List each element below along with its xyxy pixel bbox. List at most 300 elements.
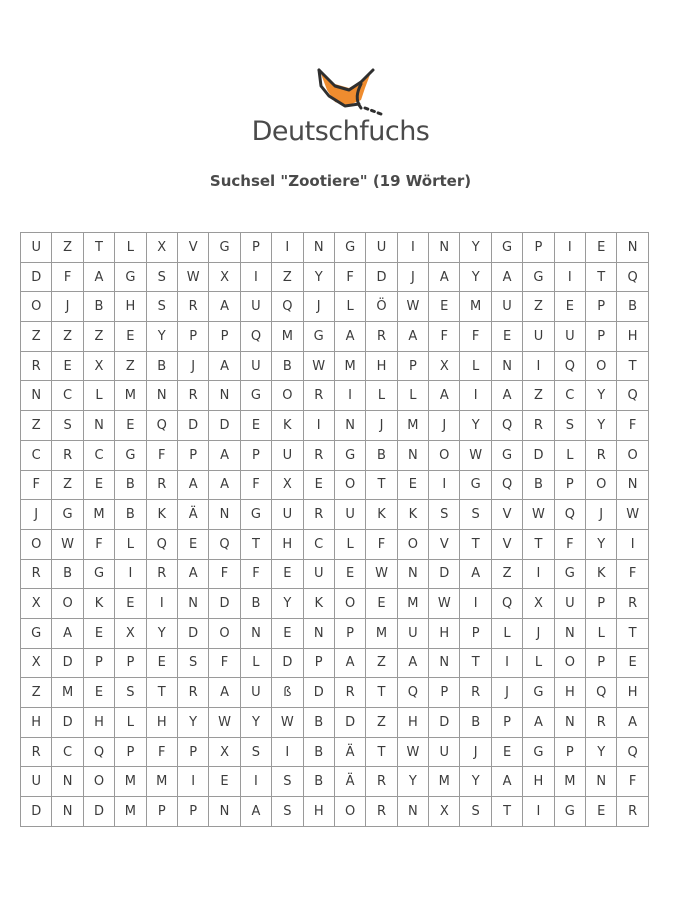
- grid-cell[interactable]: U: [429, 737, 460, 767]
- grid-cell[interactable]: I: [272, 233, 303, 263]
- grid-cell[interactable]: S: [177, 648, 208, 678]
- grid-cell[interactable]: N: [303, 618, 334, 648]
- grid-cell[interactable]: Z: [52, 322, 83, 352]
- grid-cell[interactable]: B: [617, 292, 648, 322]
- grid-cell[interactable]: F: [460, 322, 491, 352]
- grid-cell[interactable]: U: [272, 500, 303, 530]
- grid-cell[interactable]: P: [554, 737, 585, 767]
- grid-cell[interactable]: T: [146, 678, 177, 708]
- grid-cell[interactable]: E: [115, 411, 146, 441]
- grid-cell[interactable]: Q: [554, 500, 585, 530]
- grid-cell[interactable]: N: [617, 470, 648, 500]
- grid-cell[interactable]: D: [177, 618, 208, 648]
- grid-cell[interactable]: R: [617, 797, 648, 827]
- grid-cell[interactable]: O: [21, 292, 52, 322]
- grid-cell[interactable]: H: [397, 708, 428, 738]
- grid-cell[interactable]: N: [177, 589, 208, 619]
- grid-cell[interactable]: A: [209, 292, 240, 322]
- grid-cell[interactable]: F: [366, 529, 397, 559]
- grid-cell[interactable]: Q: [586, 678, 617, 708]
- grid-cell[interactable]: N: [397, 440, 428, 470]
- grid-cell[interactable]: R: [21, 737, 52, 767]
- grid-cell[interactable]: I: [177, 767, 208, 797]
- grid-cell[interactable]: T: [491, 797, 522, 827]
- grid-cell[interactable]: S: [146, 262, 177, 292]
- grid-cell[interactable]: M: [334, 351, 365, 381]
- grid-cell[interactable]: Y: [586, 411, 617, 441]
- grid-cell[interactable]: I: [240, 262, 271, 292]
- grid-cell[interactable]: N: [83, 411, 114, 441]
- grid-cell[interactable]: N: [303, 233, 334, 263]
- grid-cell[interactable]: E: [366, 589, 397, 619]
- grid-cell[interactable]: E: [83, 470, 114, 500]
- grid-cell[interactable]: D: [429, 559, 460, 589]
- grid-cell[interactable]: E: [554, 292, 585, 322]
- grid-cell[interactable]: I: [115, 559, 146, 589]
- grid-cell[interactable]: X: [21, 589, 52, 619]
- grid-cell[interactable]: M: [397, 589, 428, 619]
- grid-cell[interactable]: D: [303, 678, 334, 708]
- grid-cell[interactable]: G: [83, 559, 114, 589]
- grid-cell[interactable]: R: [303, 381, 334, 411]
- grid-cell[interactable]: S: [460, 500, 491, 530]
- grid-cell[interactable]: W: [429, 589, 460, 619]
- grid-cell[interactable]: U: [334, 500, 365, 530]
- grid-cell[interactable]: P: [586, 648, 617, 678]
- grid-cell[interactable]: D: [52, 648, 83, 678]
- grid-cell[interactable]: Q: [397, 678, 428, 708]
- grid-cell[interactable]: W: [366, 559, 397, 589]
- grid-cell[interactable]: N: [52, 767, 83, 797]
- grid-cell[interactable]: N: [240, 618, 271, 648]
- grid-cell[interactable]: G: [491, 233, 522, 263]
- grid-cell[interactable]: D: [366, 262, 397, 292]
- grid-cell[interactable]: P: [240, 233, 271, 263]
- grid-cell[interactable]: K: [397, 500, 428, 530]
- grid-cell[interactable]: G: [209, 233, 240, 263]
- grid-cell[interactable]: A: [491, 767, 522, 797]
- grid-cell[interactable]: P: [586, 322, 617, 352]
- grid-cell[interactable]: O: [334, 470, 365, 500]
- grid-cell[interactable]: X: [429, 351, 460, 381]
- grid-cell[interactable]: U: [21, 233, 52, 263]
- grid-cell[interactable]: M: [115, 381, 146, 411]
- grid-cell[interactable]: V: [177, 233, 208, 263]
- grid-cell[interactable]: Q: [83, 737, 114, 767]
- grid-cell[interactable]: A: [397, 648, 428, 678]
- grid-cell[interactable]: P: [177, 737, 208, 767]
- grid-cell[interactable]: M: [115, 767, 146, 797]
- grid-cell[interactable]: Y: [397, 767, 428, 797]
- grid-cell[interactable]: T: [366, 470, 397, 500]
- grid-cell[interactable]: F: [617, 559, 648, 589]
- grid-cell[interactable]: D: [209, 589, 240, 619]
- grid-cell[interactable]: S: [272, 797, 303, 827]
- grid-cell[interactable]: N: [397, 559, 428, 589]
- grid-cell[interactable]: K: [272, 411, 303, 441]
- grid-cell[interactable]: R: [146, 559, 177, 589]
- grid-cell[interactable]: E: [491, 737, 522, 767]
- grid-cell[interactable]: P: [586, 292, 617, 322]
- grid-cell[interactable]: Z: [366, 648, 397, 678]
- grid-cell[interactable]: C: [52, 381, 83, 411]
- grid-cell[interactable]: W: [617, 500, 648, 530]
- grid-cell[interactable]: Z: [21, 678, 52, 708]
- grid-cell[interactable]: H: [617, 678, 648, 708]
- grid-cell[interactable]: F: [429, 322, 460, 352]
- grid-cell[interactable]: U: [397, 618, 428, 648]
- grid-cell[interactable]: A: [617, 708, 648, 738]
- grid-cell[interactable]: X: [21, 648, 52, 678]
- grid-cell[interactable]: Q: [617, 737, 648, 767]
- grid-cell[interactable]: Ä: [177, 500, 208, 530]
- grid-cell[interactable]: B: [83, 292, 114, 322]
- grid-cell[interactable]: G: [554, 797, 585, 827]
- grid-cell[interactable]: N: [429, 233, 460, 263]
- grid-cell[interactable]: D: [21, 262, 52, 292]
- grid-cell[interactable]: S: [115, 678, 146, 708]
- grid-cell[interactable]: O: [209, 618, 240, 648]
- grid-cell[interactable]: B: [366, 440, 397, 470]
- grid-cell[interactable]: E: [586, 797, 617, 827]
- grid-cell[interactable]: I: [240, 767, 271, 797]
- grid-cell[interactable]: P: [460, 618, 491, 648]
- grid-cell[interactable]: W: [272, 708, 303, 738]
- grid-cell[interactable]: E: [83, 678, 114, 708]
- grid-cell[interactable]: L: [460, 351, 491, 381]
- grid-cell[interactable]: Z: [523, 381, 554, 411]
- grid-cell[interactable]: N: [429, 648, 460, 678]
- grid-cell[interactable]: R: [21, 559, 52, 589]
- grid-cell[interactable]: Q: [146, 529, 177, 559]
- grid-cell[interactable]: L: [334, 529, 365, 559]
- grid-cell[interactable]: M: [554, 767, 585, 797]
- grid-cell[interactable]: B: [115, 470, 146, 500]
- grid-cell[interactable]: D: [523, 440, 554, 470]
- grid-cell[interactable]: F: [240, 559, 271, 589]
- grid-cell[interactable]: B: [115, 500, 146, 530]
- grid-cell[interactable]: N: [617, 233, 648, 263]
- grid-cell[interactable]: R: [586, 440, 617, 470]
- grid-cell[interactable]: L: [586, 618, 617, 648]
- grid-cell[interactable]: Q: [554, 351, 585, 381]
- grid-cell[interactable]: I: [460, 589, 491, 619]
- grid-cell[interactable]: E: [303, 470, 334, 500]
- grid-cell[interactable]: J: [303, 292, 334, 322]
- grid-cell[interactable]: A: [523, 708, 554, 738]
- grid-cell[interactable]: H: [366, 351, 397, 381]
- grid-cell[interactable]: H: [115, 292, 146, 322]
- grid-cell[interactable]: A: [429, 381, 460, 411]
- grid-cell[interactable]: U: [523, 322, 554, 352]
- grid-cell[interactable]: Z: [491, 559, 522, 589]
- grid-cell[interactable]: ß: [272, 678, 303, 708]
- grid-cell[interactable]: R: [460, 678, 491, 708]
- grid-cell[interactable]: Y: [177, 708, 208, 738]
- grid-cell[interactable]: E: [115, 589, 146, 619]
- grid-cell[interactable]: P: [240, 440, 271, 470]
- grid-cell[interactable]: P: [146, 797, 177, 827]
- grid-cell[interactable]: Z: [52, 233, 83, 263]
- grid-cell[interactable]: L: [397, 381, 428, 411]
- grid-cell[interactable]: G: [52, 500, 83, 530]
- grid-cell[interactable]: Y: [586, 737, 617, 767]
- grid-cell[interactable]: Q: [617, 381, 648, 411]
- grid-cell[interactable]: L: [115, 233, 146, 263]
- grid-cell[interactable]: P: [115, 648, 146, 678]
- grid-cell[interactable]: W: [523, 500, 554, 530]
- grid-cell[interactable]: L: [115, 708, 146, 738]
- grid-cell[interactable]: H: [272, 529, 303, 559]
- grid-cell[interactable]: X: [83, 351, 114, 381]
- grid-cell[interactable]: M: [460, 292, 491, 322]
- grid-cell[interactable]: G: [240, 500, 271, 530]
- grid-cell[interactable]: F: [240, 470, 271, 500]
- grid-cell[interactable]: I: [272, 737, 303, 767]
- grid-cell[interactable]: Ö: [366, 292, 397, 322]
- grid-cell[interactable]: M: [146, 767, 177, 797]
- grid-cell[interactable]: G: [523, 262, 554, 292]
- grid-cell[interactable]: K: [586, 559, 617, 589]
- grid-cell[interactable]: P: [177, 797, 208, 827]
- grid-cell[interactable]: E: [272, 559, 303, 589]
- grid-cell[interactable]: Y: [460, 233, 491, 263]
- grid-cell[interactable]: I: [554, 233, 585, 263]
- grid-cell[interactable]: G: [460, 470, 491, 500]
- grid-cell[interactable]: L: [240, 648, 271, 678]
- grid-cell[interactable]: I: [397, 233, 428, 263]
- grid-cell[interactable]: G: [115, 440, 146, 470]
- grid-cell[interactable]: R: [177, 678, 208, 708]
- grid-cell[interactable]: O: [586, 470, 617, 500]
- grid-cell[interactable]: E: [209, 767, 240, 797]
- grid-cell[interactable]: U: [21, 767, 52, 797]
- grid-cell[interactable]: B: [146, 351, 177, 381]
- grid-cell[interactable]: O: [617, 440, 648, 470]
- grid-cell[interactable]: X: [209, 262, 240, 292]
- grid-cell[interactable]: G: [491, 440, 522, 470]
- grid-cell[interactable]: W: [209, 708, 240, 738]
- grid-cell[interactable]: E: [429, 292, 460, 322]
- grid-cell[interactable]: W: [177, 262, 208, 292]
- grid-cell[interactable]: W: [397, 292, 428, 322]
- grid-cell[interactable]: Ä: [334, 767, 365, 797]
- grid-cell[interactable]: E: [586, 233, 617, 263]
- grid-cell[interactable]: J: [523, 618, 554, 648]
- grid-cell[interactable]: Y: [303, 262, 334, 292]
- grid-cell[interactable]: T: [83, 233, 114, 263]
- grid-cell[interactable]: G: [523, 737, 554, 767]
- grid-cell[interactable]: Q: [491, 470, 522, 500]
- grid-cell[interactable]: W: [52, 529, 83, 559]
- grid-cell[interactable]: J: [397, 262, 428, 292]
- grid-cell[interactable]: R: [366, 767, 397, 797]
- grid-cell[interactable]: R: [617, 589, 648, 619]
- grid-cell[interactable]: N: [334, 411, 365, 441]
- grid-cell[interactable]: S: [554, 411, 585, 441]
- grid-cell[interactable]: H: [146, 708, 177, 738]
- grid-cell[interactable]: T: [460, 529, 491, 559]
- grid-cell[interactable]: R: [303, 440, 334, 470]
- grid-cell[interactable]: A: [240, 797, 271, 827]
- grid-cell[interactable]: P: [554, 470, 585, 500]
- grid-cell[interactable]: B: [303, 708, 334, 738]
- grid-cell[interactable]: B: [303, 767, 334, 797]
- grid-cell[interactable]: D: [52, 708, 83, 738]
- grid-cell[interactable]: R: [146, 470, 177, 500]
- grid-cell[interactable]: J: [586, 500, 617, 530]
- grid-cell[interactable]: H: [303, 797, 334, 827]
- grid-cell[interactable]: S: [240, 737, 271, 767]
- grid-cell[interactable]: O: [554, 648, 585, 678]
- grid-cell[interactable]: B: [523, 470, 554, 500]
- grid-cell[interactable]: L: [115, 529, 146, 559]
- grid-cell[interactable]: R: [177, 381, 208, 411]
- grid-cell[interactable]: U: [554, 589, 585, 619]
- grid-cell[interactable]: F: [617, 411, 648, 441]
- grid-cell[interactable]: W: [460, 440, 491, 470]
- grid-cell[interactable]: J: [366, 411, 397, 441]
- grid-cell[interactable]: T: [366, 678, 397, 708]
- grid-cell[interactable]: I: [334, 381, 365, 411]
- grid-cell[interactable]: E: [52, 351, 83, 381]
- grid-cell[interactable]: Q: [240, 322, 271, 352]
- grid-cell[interactable]: R: [523, 411, 554, 441]
- grid-cell[interactable]: U: [366, 233, 397, 263]
- grid-cell[interactable]: Z: [83, 322, 114, 352]
- grid-cell[interactable]: M: [52, 678, 83, 708]
- grid-cell[interactable]: Y: [146, 618, 177, 648]
- grid-cell[interactable]: E: [397, 470, 428, 500]
- grid-cell[interactable]: Q: [491, 411, 522, 441]
- grid-cell[interactable]: I: [523, 351, 554, 381]
- grid-cell[interactable]: W: [303, 351, 334, 381]
- grid-cell[interactable]: I: [146, 589, 177, 619]
- grid-cell[interactable]: F: [146, 737, 177, 767]
- grid-cell[interactable]: Y: [460, 411, 491, 441]
- grid-cell[interactable]: A: [491, 262, 522, 292]
- grid-cell[interactable]: M: [83, 500, 114, 530]
- grid-cell[interactable]: E: [83, 618, 114, 648]
- grid-cell[interactable]: U: [240, 351, 271, 381]
- grid-cell[interactable]: L: [523, 648, 554, 678]
- grid-cell[interactable]: G: [240, 381, 271, 411]
- grid-cell[interactable]: L: [491, 618, 522, 648]
- grid-cell[interactable]: P: [586, 589, 617, 619]
- grid-cell[interactable]: U: [240, 678, 271, 708]
- grid-cell[interactable]: I: [429, 470, 460, 500]
- grid-cell[interactable]: O: [334, 589, 365, 619]
- grid-cell[interactable]: N: [491, 351, 522, 381]
- grid-cell[interactable]: L: [334, 292, 365, 322]
- grid-cell[interactable]: V: [429, 529, 460, 559]
- grid-cell[interactable]: U: [303, 559, 334, 589]
- grid-cell[interactable]: X: [523, 589, 554, 619]
- grid-cell[interactable]: E: [177, 529, 208, 559]
- grid-cell[interactable]: F: [83, 529, 114, 559]
- grid-cell[interactable]: N: [146, 381, 177, 411]
- grid-cell[interactable]: E: [491, 322, 522, 352]
- grid-cell[interactable]: A: [209, 351, 240, 381]
- grid-cell[interactable]: X: [209, 737, 240, 767]
- grid-cell[interactable]: C: [83, 440, 114, 470]
- grid-cell[interactable]: D: [177, 411, 208, 441]
- grid-cell[interactable]: A: [209, 440, 240, 470]
- grid-cell[interactable]: O: [83, 767, 114, 797]
- grid-cell[interactable]: B: [303, 737, 334, 767]
- grid-cell[interactable]: Z: [523, 292, 554, 322]
- grid-cell[interactable]: A: [83, 262, 114, 292]
- grid-cell[interactable]: D: [209, 411, 240, 441]
- grid-cell[interactable]: T: [460, 648, 491, 678]
- grid-cell[interactable]: R: [366, 322, 397, 352]
- grid-cell[interactable]: U: [554, 322, 585, 352]
- grid-cell[interactable]: M: [366, 618, 397, 648]
- grid-cell[interactable]: T: [617, 351, 648, 381]
- grid-cell[interactable]: T: [240, 529, 271, 559]
- grid-cell[interactable]: C: [554, 381, 585, 411]
- grid-cell[interactable]: J: [460, 737, 491, 767]
- grid-cell[interactable]: A: [397, 322, 428, 352]
- grid-cell[interactable]: P: [523, 233, 554, 263]
- grid-cell[interactable]: P: [177, 322, 208, 352]
- grid-cell[interactable]: Y: [586, 381, 617, 411]
- grid-cell[interactable]: H: [617, 322, 648, 352]
- grid-cell[interactable]: F: [554, 529, 585, 559]
- grid-cell[interactable]: E: [272, 618, 303, 648]
- grid-cell[interactable]: F: [21, 470, 52, 500]
- grid-cell[interactable]: P: [115, 737, 146, 767]
- grid-cell[interactable]: V: [491, 500, 522, 530]
- grid-cell[interactable]: Y: [272, 589, 303, 619]
- grid-cell[interactable]: I: [523, 797, 554, 827]
- grid-cell[interactable]: P: [303, 648, 334, 678]
- grid-cell[interactable]: D: [21, 797, 52, 827]
- grid-cell[interactable]: G: [334, 440, 365, 470]
- grid-cell[interactable]: H: [83, 708, 114, 738]
- grid-cell[interactable]: X: [146, 233, 177, 263]
- grid-cell[interactable]: H: [523, 767, 554, 797]
- grid-cell[interactable]: A: [429, 262, 460, 292]
- grid-cell[interactable]: J: [52, 292, 83, 322]
- grid-cell[interactable]: D: [272, 648, 303, 678]
- grid-cell[interactable]: N: [554, 618, 585, 648]
- grid-cell[interactable]: M: [397, 411, 428, 441]
- grid-cell[interactable]: P: [334, 618, 365, 648]
- grid-cell[interactable]: F: [334, 262, 365, 292]
- grid-cell[interactable]: O: [52, 589, 83, 619]
- grid-cell[interactable]: S: [272, 767, 303, 797]
- grid-cell[interactable]: S: [429, 500, 460, 530]
- grid-cell[interactable]: A: [177, 470, 208, 500]
- grid-cell[interactable]: T: [523, 529, 554, 559]
- grid-cell[interactable]: N: [554, 708, 585, 738]
- grid-cell[interactable]: R: [586, 708, 617, 738]
- grid-cell[interactable]: Q: [617, 262, 648, 292]
- grid-cell[interactable]: B: [272, 351, 303, 381]
- grid-cell[interactable]: Z: [115, 351, 146, 381]
- grid-cell[interactable]: B: [240, 589, 271, 619]
- grid-cell[interactable]: Y: [460, 262, 491, 292]
- grid-cell[interactable]: P: [177, 440, 208, 470]
- grid-cell[interactable]: I: [460, 381, 491, 411]
- grid-cell[interactable]: P: [209, 322, 240, 352]
- grid-cell[interactable]: D: [334, 708, 365, 738]
- grid-cell[interactable]: X: [115, 618, 146, 648]
- grid-cell[interactable]: F: [209, 559, 240, 589]
- grid-cell[interactable]: L: [554, 440, 585, 470]
- grid-cell[interactable]: C: [21, 440, 52, 470]
